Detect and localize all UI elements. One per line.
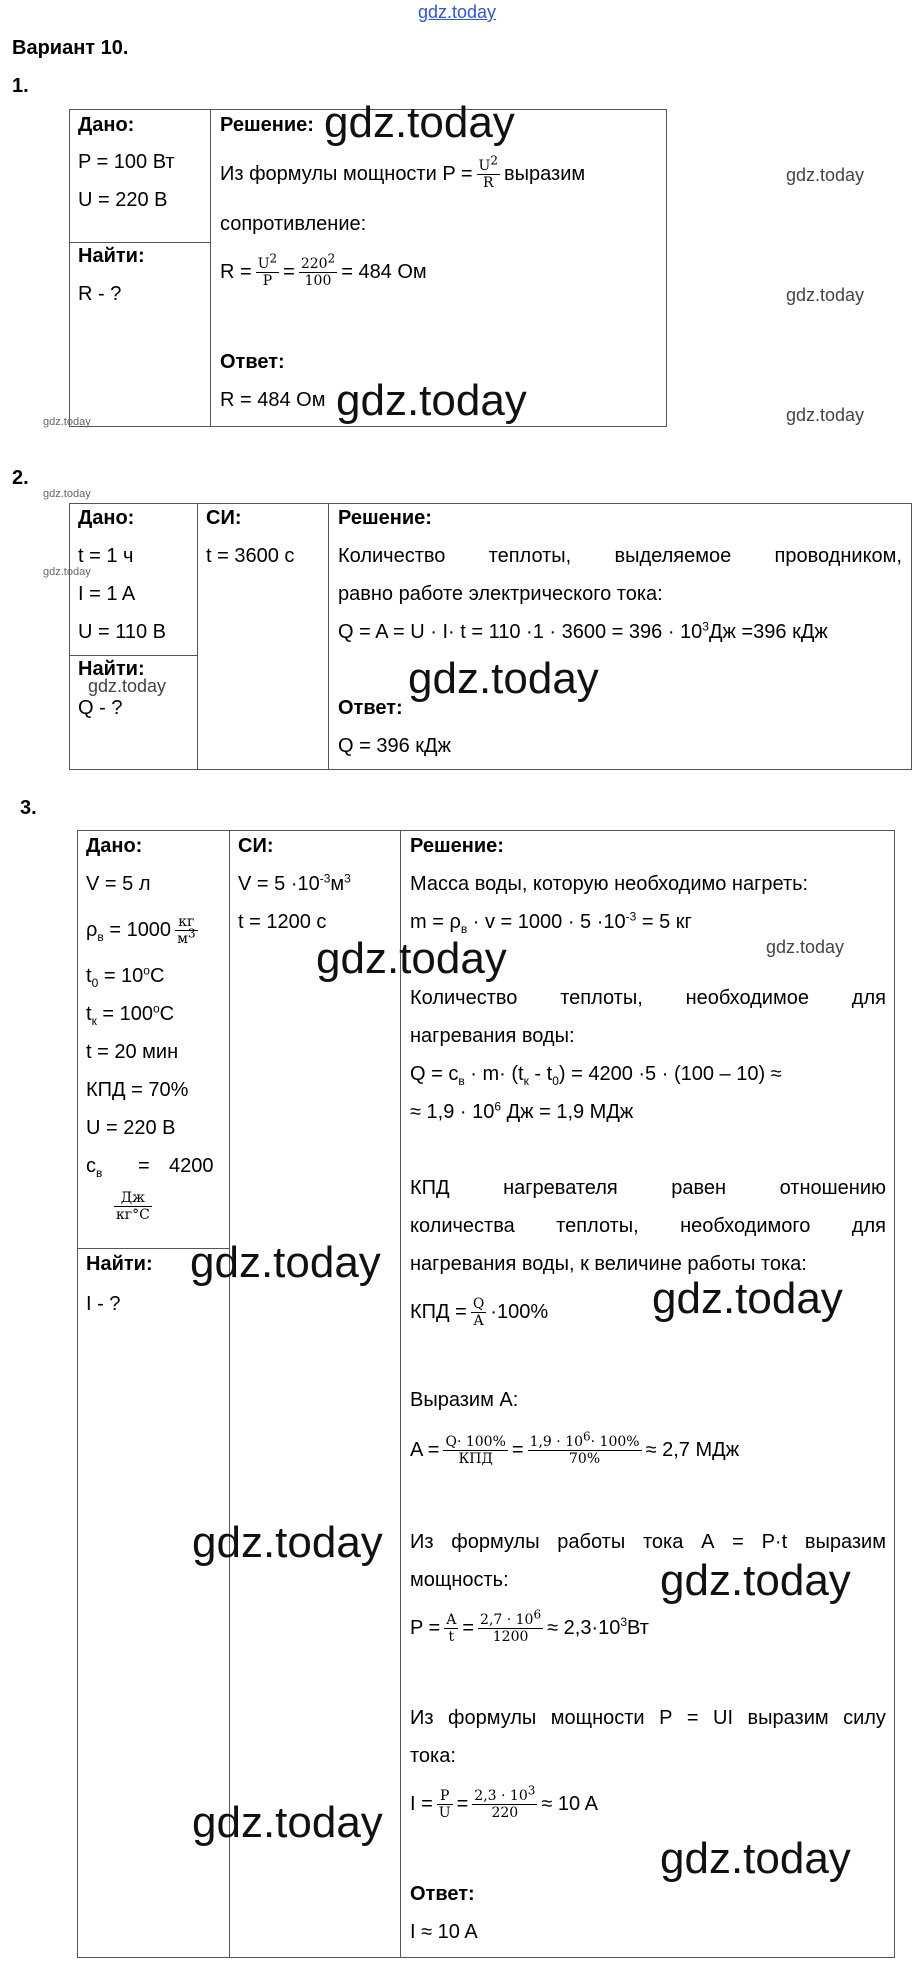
watermark: gdz.today [786, 165, 865, 185]
p1-find-label: Найти: [78, 245, 145, 267]
watermark: gdz.today [192, 1518, 383, 1567]
p3-s4: нагревания воды: [410, 1025, 575, 1047]
p2-solution-label: Решение: [338, 507, 432, 529]
p3-solution-label: Решение: [410, 835, 504, 857]
p2-given-time: t = 1 ч [78, 545, 134, 567]
problem-1-given-divider [69, 242, 210, 243]
p3-given-volume: V = 5 л [86, 873, 151, 895]
p3-si-volume: $V = 5 \cdot 10^{-3}м^3$ [238, 871, 351, 895]
p2-si-time: t = 3600 с [206, 545, 295, 567]
p3-given-heat-capacity: $c_в$ = 4200 [86, 1155, 214, 1180]
watermark: gdz.today [660, 1834, 851, 1883]
watermark: gdz.today [786, 285, 865, 305]
p3-heat-capacity-unit: $\frac{Дж}{кг^\circ C}$ [116, 1190, 150, 1223]
problem-3-divider-a [229, 830, 230, 1958]
p3-s6: ≈ $1,9 \cdot 10^6$ Дж = 1,9 МДж [410, 1099, 634, 1123]
watermark: gdz.today [786, 405, 865, 425]
problem-2-number: 2. [12, 467, 29, 489]
p3-s2: $m = \rho_в \cdot v = 1000 \cdot 5 \cdot 10^{-3} = 5$ кг [410, 909, 692, 936]
p3-s10: КПД = $\frac{Q}{A}$ ·100% [410, 1296, 549, 1329]
p2-formula: $Q = A = U \cdot I\cdot t = 110 \cdot 1 \cdot 3600 = 396 \cdot 10^3Дж =396$ кДж [338, 619, 828, 643]
p2-answer-label: Ответ: [338, 697, 403, 719]
p3-s15: P = $\frac{A}{t}$ = $\frac{2,7 \cdot 10^6}{1200}$ ≈ $2,3\cdot 10^3Вт$ [410, 1607, 649, 1645]
problem-3-divider-b [400, 830, 401, 1958]
p3-answer-label: Ответ: [410, 1883, 475, 1905]
p1-solution-label: Решение: [220, 114, 314, 136]
p3-answer-value: I ≈ 10 A [410, 1921, 478, 1943]
problem-1-number: 1. [12, 75, 29, 97]
problem-2-divider-b [328, 503, 329, 770]
p2-given-current: I = 1 A [78, 583, 136, 605]
p1-answer-label: Ответ: [220, 351, 285, 373]
p2-si-label: СИ: [206, 507, 242, 529]
watermark: gdz.today [336, 376, 527, 425]
p3-find-label: Найти: [86, 1253, 153, 1275]
p3-s11: Выразим А: [410, 1389, 519, 1411]
p3-s5: $Q = c_в \cdot m\cdot (t_к - t_0) = 4200 \cdot 5 \cdot (100 - 10)$ ≈ [410, 1063, 782, 1088]
p3-s3: Количество теплоты, необходимое для [410, 987, 886, 1009]
watermark: gdz.today [43, 566, 91, 578]
p3-given-density: $\rho_в = 1000$ $\frac{кг}{м^3}$ [86, 914, 196, 947]
p1-line1: Из формулы мощности P = $\frac{U^2}{R}$ выразим [220, 153, 586, 191]
p1-line2: сопротивление: [220, 213, 367, 235]
p3-si-time: t = 1200 с [238, 911, 327, 933]
watermark: gdz.today [192, 1798, 383, 1847]
p3-s16: Из формулы мощности P = UI выразим силу [410, 1707, 886, 1729]
p3-s1: Масса воды, которую необходимо нагреть: [410, 873, 809, 895]
watermark: gdz.today [316, 934, 507, 983]
p3-given-efficiency: КПД = 70% [86, 1079, 189, 1101]
watermark: gdz.today [652, 1274, 843, 1323]
p3-s8: количества теплоты, необходимого для [410, 1215, 886, 1237]
p1-given-voltage: U = 220 В [78, 189, 168, 211]
problem-2-given-divider [69, 655, 197, 656]
watermark: gdz.today [660, 1556, 851, 1605]
p3-given-voltage: U = 220 В [86, 1117, 176, 1139]
p3-s9: нагревания воды, к величине работы тока: [410, 1253, 807, 1275]
p1-formula: R = $\frac{U^2}{P}$ = $\frac{220^2}{100}$ = 484 Ом [220, 251, 427, 289]
p3-given-time: t = 20 мин [86, 1041, 179, 1063]
p1-find-value: R - ? [78, 283, 122, 305]
p3-given-tk: $t_к = 100^oC$ [86, 1001, 175, 1028]
problem-3-number: 3. [20, 797, 37, 819]
watermark: gdz.today [43, 488, 91, 500]
p3-s13: Из формулы работы тока A = P·t выразим [410, 1531, 886, 1553]
p2-answer-value: Q = 396 кДж [338, 735, 451, 757]
page-title: Вариант 10. [12, 37, 129, 59]
p3-given-label: Дано: [86, 835, 143, 857]
p3-s14: мощность: [410, 1569, 509, 1591]
watermark: gdz.today [43, 416, 91, 428]
p3-si-label: СИ: [238, 835, 274, 857]
p2-given-voltage: U = 110 В [78, 621, 167, 643]
p3-s12: A = $\frac{Q\cdot 100\%}{\text{КПД}}$ = $\frac{1,9 \cdot 10^6\cdot 100\%}{70\%}$ ≈ 2,7 МДж [410, 1429, 740, 1467]
p1-given-label: Дано: [78, 114, 135, 136]
watermark: gdz.today [324, 98, 515, 147]
problem-2-divider-a [197, 503, 198, 770]
site-header-link[interactable]: gdz.today [418, 2, 497, 22]
p3-s7: КПД нагревателя равен отношению [410, 1177, 886, 1199]
p2-find-value: Q - ? [78, 697, 123, 719]
p3-find-value: I - ? [86, 1293, 121, 1315]
problem-1-divider [210, 109, 211, 427]
watermark: gdz.today [408, 654, 599, 703]
p1-given-power: P = 100 Вт [78, 151, 175, 173]
watermark: gdz.today [88, 676, 167, 696]
p2-given-label: Дано: [78, 507, 135, 529]
watermark: gdz.today [190, 1238, 381, 1287]
p2-find-label: Найти: [78, 658, 145, 680]
watermark: gdz.today [766, 937, 845, 957]
p3-given-t0: $t_0 = 10^oC$ [86, 963, 165, 990]
p3-s17: тока: [410, 1745, 456, 1767]
p2-line2: равно работе электрического тока: [338, 583, 663, 605]
p1-answer-value: R = 484 Ом [220, 389, 326, 411]
p2-line1: Количество теплоты, выделяемое проводником, [338, 545, 902, 567]
p3-s18: I = $\frac{P}{U}$ = $\frac{2,3 \cdot 10^3}{220}$ ≈ 10 A [410, 1783, 598, 1821]
